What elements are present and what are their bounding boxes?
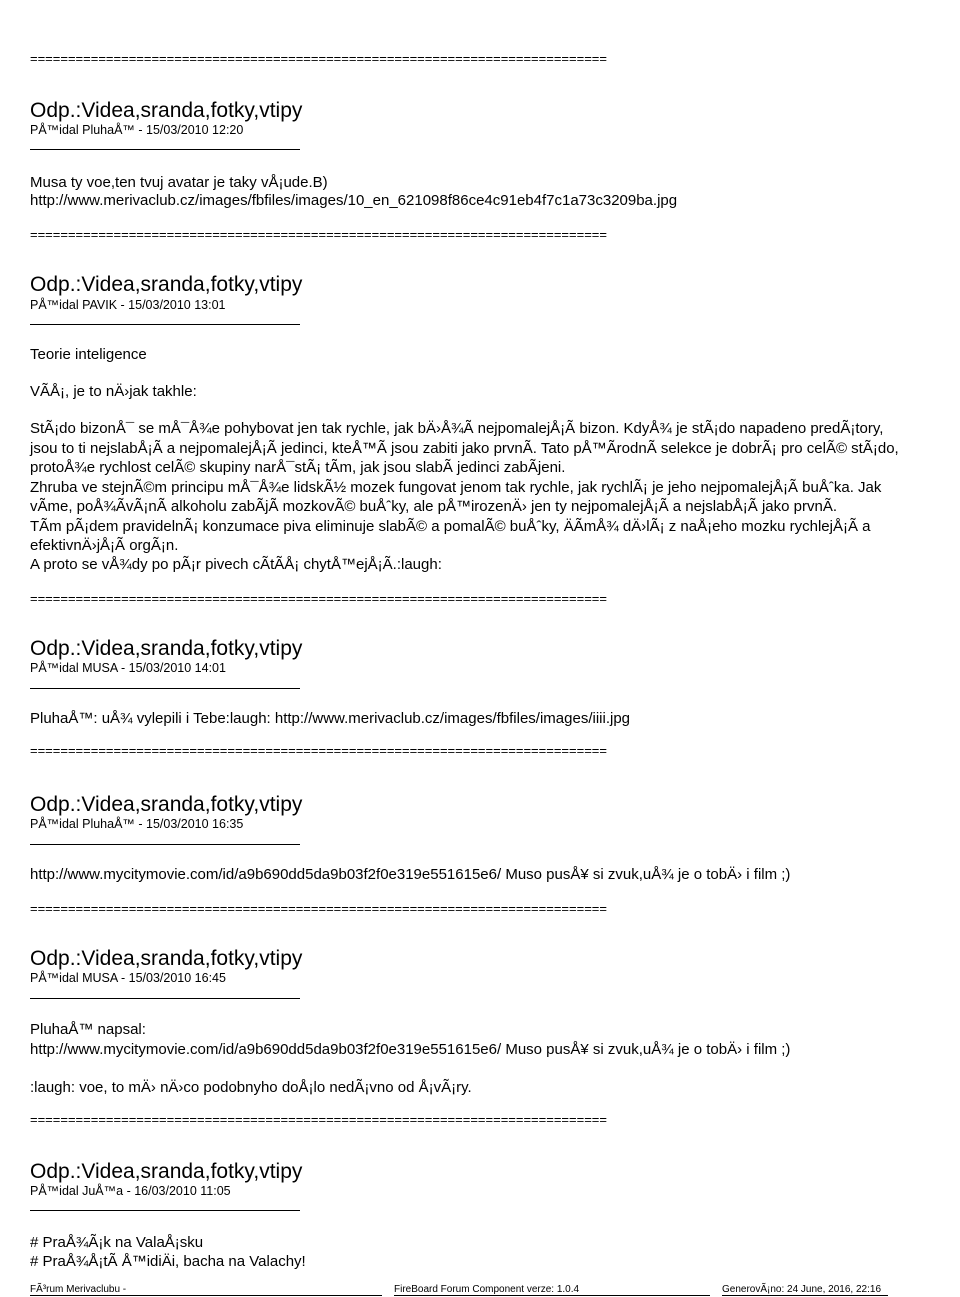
post-rule [30, 149, 300, 150]
separator: ============================================================================ [30, 227, 607, 242]
separator: ============================================================================ [30, 1112, 607, 1127]
post-text-line: :laugh: voe, to mÄ› nÄ›co podobnyho doÅ¡lo nedÃ¡vno od Å¡vÃ¡ry. [30, 1079, 472, 1096]
quote-author: PluhaÅ™ napsal: [30, 1021, 146, 1038]
post-title: Odp.:Videa,sranda,fotky,vtipy [30, 1160, 303, 1183]
post-text-line: # PraÅ¾Å¡tÃ Å™idiÄi, bacha na Valachy! [30, 1253, 306, 1270]
post-meta: PÅ™idal MUSA - 15/03/2010 16:45 [30, 971, 226, 985]
separator: ============================================================================ [30, 51, 607, 66]
post-title: Odp.:Videa,sranda,fotky,vtipy [30, 793, 303, 816]
post-text-line: TÃm pÃ¡dem pravidelnÃ¡ konzumace piva eliminuje slabÃ© a pomalÃ© buÅˆky, ÄÃmÅ¾ dÄ›lÃ¡ z naÅ¡eho mozku rychlejÅ¡Ã a [30, 518, 871, 535]
separator: ============================================================================ [30, 591, 607, 606]
post-text-line: efektivnÄ›jÅ¡Ã orgÃ¡n. [30, 537, 179, 554]
post-text-line: StÃ¡do bizonÅ¯ se mÅ¯Å¾e pohybovat jen tak rychle, jak bÄ›Å¾Ã nejpomalejÅ¡Ã bizon. KdyÅ¾ je stÃ¡do napadeno predÃ¡tory, [30, 420, 884, 437]
post-link[interactable]: http://www.mycitymovie.com/id/a9b690dd5da9b03f2f0e319e551615e6/ Muso pusÅ¥ si zvuk,uÅ¾ je o tobÄ› i film ;) [30, 1041, 791, 1058]
post-title: Odp.:Videa,sranda,fotky,vtipy [30, 99, 303, 122]
footer-divider [394, 1295, 710, 1296]
post-meta: PÅ™idal PluhaÅ™ - 15/03/2010 12:20 [30, 123, 244, 137]
post-rule [30, 324, 300, 325]
separator: ============================================================================ [30, 743, 607, 758]
post-meta: PÅ™idal PluhaÅ™ - 15/03/2010 16:35 [30, 817, 244, 831]
footer-generated: GenerovÃ¡no: 24 June, 2016, 22:16 [722, 1284, 882, 1295]
post-title: Odp.:Videa,sranda,fotky,vtipy [30, 947, 303, 970]
post-text-line: protoÅ¾e rychlost celÃ© skupiny narÅ¯stÃ¡ tÃm, jak jsou slabÃ jedinci zabÃjeni. [30, 459, 566, 476]
post-text-line: Zhruba ve stejnÃ©m principu mÅ¯Å¾e lidskÃ½ mozek fungovat jenom tak rychle, jak rychlÃ¡ je jeho nejpomalejÅ¡Ã buÅˆka. Jak [30, 479, 882, 496]
post-text-line: # PraÅ¾Ã¡k na ValaÅ¡sku [30, 1234, 204, 1251]
post-rule [30, 998, 300, 999]
post-rule [30, 1210, 300, 1211]
post-link[interactable]: http://www.merivaclub.cz/images/fbfiles/images/10_en_621098f86ce4c91eb4f7c1a73c3209ba.jpg [30, 192, 678, 209]
post-text-line: VÃÅ¡, je to nÄ›jak takhle: [30, 383, 197, 400]
footer-forum-name: FÃ³rum Merivaclubu - [30, 1284, 127, 1295]
post-meta: PÅ™idal MUSA - 15/03/2010 14:01 [30, 661, 226, 675]
post-text-line: A proto se vÅ¾dy po pÃ¡r pivech cÃtÃÅ¡ chytÅ™ejÅ¡Ã.:laugh: [30, 556, 442, 573]
footer-component: FireBoard Forum Component verze: 1.0.4 [394, 1284, 580, 1295]
post-rule [30, 844, 300, 845]
post-text-line: Musa ty voe,ten tvuj avatar je taky vÅ¡ude.B) [30, 174, 328, 191]
post-title: Odp.:Videa,sranda,fotky,vtipy [30, 273, 303, 296]
post-meta: PÅ™idal JuÅ™a - 16/03/2010 11:05 [30, 1184, 231, 1198]
footer-divider [30, 1295, 382, 1296]
footer-divider [722, 1295, 888, 1296]
post-text-line: jsou to ti nejslabÅ¡Ã a nejpomalejÅ¡Ã jedinci, kteÅ™Ã jsou zabiti jako prvnÃ. Tato pÅ™ÃrodnÃ selekce je dobrÃ¡ pro celÃ© stÃ¡do, [30, 440, 899, 457]
separator: ============================================================================ [30, 901, 607, 916]
post-meta: PÅ™idal PAVIK - 15/03/2010 13:01 [30, 298, 226, 312]
post-text-line: vÃme, poÅ¾ÃvÃ¡nÃ alkoholu zabÃjÃ mozkovÃ© buÅˆky, ale pÅ™irozenÄ› jen ty nejpomalejÅ¡Ã a nejslabÅ¡Ã jako prvnÃ. [30, 498, 837, 515]
post-rule [30, 688, 300, 689]
post-title: Odp.:Videa,sranda,fotky,vtipy [30, 637, 303, 660]
post-text-line: Teorie inteligence [30, 346, 147, 363]
post-text-line[interactable]: PluhaÅ™: uÅ¾ vylepili i Tebe:laugh: http://www.merivaclub.cz/images/fbfiles/images/iiii.jpg [30, 710, 630, 727]
post-link[interactable]: http://www.mycitymovie.com/id/a9b690dd5da9b03f2f0e319e551615e6/ Muso pusÅ¥ si zvuk,uÅ¾ je o tobÄ› i film ;) [30, 866, 791, 883]
